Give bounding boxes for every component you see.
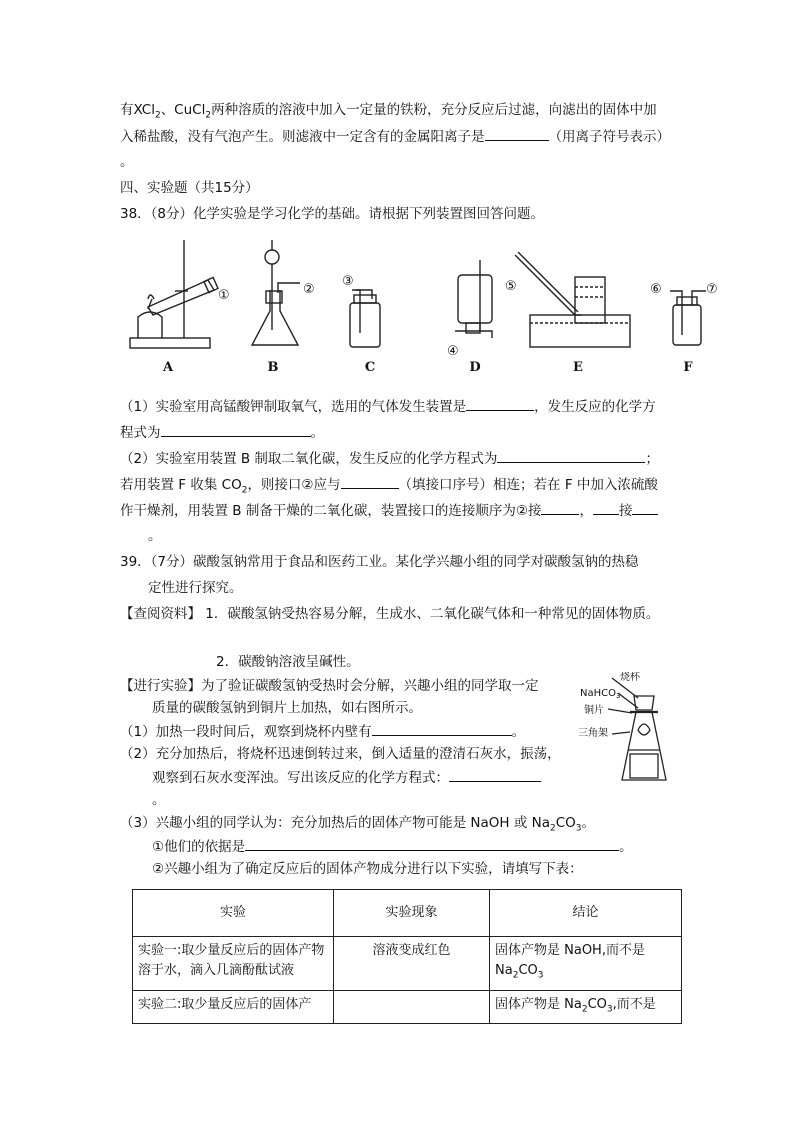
text: CO <box>587 996 607 1012</box>
text: 两种溶质的溶液中加入一定量的铁粉，充分反应后过滤，向滤出的固体中加 <box>211 102 657 118</box>
para-line-2 <box>120 126 670 147</box>
text: 。 <box>310 425 324 441</box>
lamp <box>630 754 658 778</box>
table-cell: 溶液变成红色 <box>334 937 490 991</box>
table-header-cell: 实验现象 <box>334 890 490 937</box>
q38-part1-line1 <box>120 396 656 417</box>
port-label-1: ① <box>218 288 230 303</box>
label-tripod: 三角架 <box>578 728 608 739</box>
answer-blank[interactable] <box>449 767 541 782</box>
q39-exp-line2: 质量的碳酸氢钠到铜片上加热，如右图所示。 <box>152 700 422 716</box>
apparatus-label-c: C <box>364 360 376 375</box>
subscript: 2 <box>205 110 212 121</box>
text: 。 <box>581 815 596 831</box>
text: （填接口序号）相连；若在 F 中加入浓硫酸 <box>398 477 658 493</box>
water-trough <box>530 315 630 347</box>
q39-step3-line2 <box>152 836 633 857</box>
tripod <box>622 712 666 780</box>
subscript: 2 <box>512 970 519 981</box>
apparatus-figure <box>120 235 730 380</box>
text: （用离子符号表示） <box>548 129 670 145</box>
label-nahco3 <box>580 688 620 700</box>
apparatus-label-e: E <box>573 360 583 375</box>
table-row <box>133 990 682 1024</box>
text: 程式为 <box>120 425 161 441</box>
port-label-3: ③ <box>342 274 354 289</box>
table-cell: 实验二:取少量反应后的固体产 <box>133 990 334 1024</box>
q38-part2-line4: 。 <box>148 528 162 544</box>
port-label-6: ⑥ <box>650 282 662 297</box>
table-cell <box>490 937 682 991</box>
wash-bottle <box>673 305 701 345</box>
port-label-4: ④ <box>447 344 459 359</box>
q38-part2-line1 <box>120 448 659 469</box>
text: CO <box>555 815 576 831</box>
answer-blank[interactable] <box>497 448 645 463</box>
stand-base <box>130 338 210 348</box>
q39-step3-line3: ②兴趣小组为了确定反应后的固体产物成分进行以下实验，请填写下表： <box>152 861 583 877</box>
q39-stem-line2: 定性进行探究。 <box>148 580 243 596</box>
q38-stem: 38．（8分）化学实验是学习化学的基础。请根据下列装置图回答问题。 <box>120 206 545 222</box>
answer-blank[interactable] <box>593 500 619 515</box>
text: 接 <box>618 503 633 519</box>
table-row <box>133 937 682 991</box>
answer-blank[interactable] <box>466 396 534 411</box>
text: 作干燥剂，用装置 B 制备干燥的二氧化碳，装置接口的连接顺序为②接 <box>120 503 542 519</box>
text: NaHCO <box>580 688 616 699</box>
text: Na <box>495 963 513 978</box>
funnel-bulb <box>265 250 279 264</box>
q39-info2: 2．碳酸钠溶液呈碱性。 <box>216 654 360 670</box>
subscript: 3 <box>575 823 582 834</box>
text: 。 <box>619 839 633 855</box>
jar-c <box>350 303 380 347</box>
q39-step2-line2 <box>152 767 541 788</box>
table-header-row <box>133 890 682 937</box>
text: ，发生反应的化学方 <box>534 399 656 415</box>
apparatus-label-f: F <box>683 360 693 375</box>
port-label-7: ⑦ <box>706 282 718 297</box>
text: 固体产物是 NaOH,而不是 <box>495 943 645 958</box>
answer-blank[interactable] <box>161 422 311 437</box>
subscript: 3 <box>537 970 544 981</box>
text: （3）兴趣小组的同学认为：充分加热后的固体产物可能是 NaOH 或 Na <box>120 815 550 831</box>
answer-blank[interactable] <box>341 474 399 489</box>
table-header-cell: 实验 <box>133 890 334 937</box>
text: 观察到石灰水变浑浊。写出该反应的化学方程式： <box>152 770 449 786</box>
answer-blank[interactable] <box>245 836 619 851</box>
para-line-3: 。 <box>120 154 134 170</box>
text: CO <box>518 963 538 978</box>
table-cell <box>490 990 682 1024</box>
subscript: 2 <box>241 485 248 496</box>
conical-flask <box>252 290 298 345</box>
table-cell-blank[interactable] <box>334 990 490 1024</box>
answer-blank[interactable] <box>632 500 658 515</box>
q39-step2-line1: （2）充分加热后，将烧杯迅速倒转过来，倒入适量的澄清石灰水，振荡， <box>120 746 561 762</box>
text: 。 <box>511 724 526 740</box>
subscript: 2 <box>154 110 161 121</box>
text: （1）实验室用高锰酸钾制取氧气，选用的气体发生装置是 <box>120 399 467 415</box>
para-line-1 <box>120 100 657 126</box>
q39-info1: 【查阅资料】 1．碳酸氢钠受热容易分解，生成水、二氧化碳气体和一种常见的固体物质。 <box>120 606 660 622</box>
port-label-5: ⑤ <box>505 279 517 294</box>
text: 若用装置 F 收集 CO <box>120 477 242 493</box>
answer-blank[interactable] <box>485 126 549 141</box>
apparatus-label-a: A <box>162 360 174 375</box>
gas-jar <box>575 277 605 323</box>
text: 入稀盐酸，没有气泡产生。则滤液中一定含有的金属阳离子是 <box>120 129 485 145</box>
text: ，则接口②应与 <box>247 477 341 493</box>
q39-stem-line1: 39．（7分）碳酸氢钠常用于食品和医药工业。某化学兴趣小组的同学对碳酸氢钠的热稳 <box>120 554 639 570</box>
label-beaker: 烧杯 <box>620 672 640 683</box>
subscript: 2 <box>581 1004 588 1015</box>
q38-part2-line3 <box>120 500 658 521</box>
apparatus-label-b: B <box>267 360 279 375</box>
table-header-cell: 结论 <box>490 890 682 937</box>
text: 固体产物是 Na <box>495 996 582 1012</box>
text: （2）实验室用装置 B 制取二氧化碳，发生反应的化学方程式为 <box>120 451 498 467</box>
text: ， <box>579 503 593 519</box>
q38-part2-line2 <box>120 474 658 501</box>
flame <box>638 724 650 735</box>
subscript: 3 <box>615 692 621 700</box>
test-tube <box>148 280 214 315</box>
subscript: 3 <box>606 1004 613 1015</box>
q39-step3-line1 <box>120 813 595 839</box>
table-cell: 实验一:取少量反应后的固体产物溶于水，滴入几滴酚酞试液 <box>133 937 334 991</box>
label-copper: 铜片 <box>584 705 604 716</box>
results-table <box>132 889 682 1024</box>
q39-step2-line3: 。 <box>152 792 166 808</box>
alcohol-lamp <box>138 312 162 338</box>
text: ,而不是 <box>612 996 656 1012</box>
heating-figure <box>578 672 698 784</box>
q38-part1-line2 <box>120 422 324 443</box>
text: 、CuCl <box>160 102 206 118</box>
text: ①他们的依据是 <box>152 839 246 855</box>
section-title: 四、实验题（共15分） <box>120 180 259 196</box>
inverted-bottle <box>458 275 492 323</box>
answer-blank[interactable] <box>541 500 579 515</box>
text: ； <box>645 451 659 467</box>
subscript: 2 <box>549 823 556 834</box>
apparatus-label-d: D <box>469 360 481 375</box>
text: （1）加热一段时间后，观察到烧杯内壁有 <box>120 724 372 740</box>
q39-step1 <box>120 721 525 742</box>
q39-exp-line1: 【进行实验】为了验证碳酸氢钠受热时会分解，兴趣小组的同学取一定 <box>120 678 539 694</box>
port-label-2: ② <box>303 282 315 297</box>
text: 有XCl <box>120 102 155 118</box>
answer-blank[interactable] <box>372 721 512 736</box>
